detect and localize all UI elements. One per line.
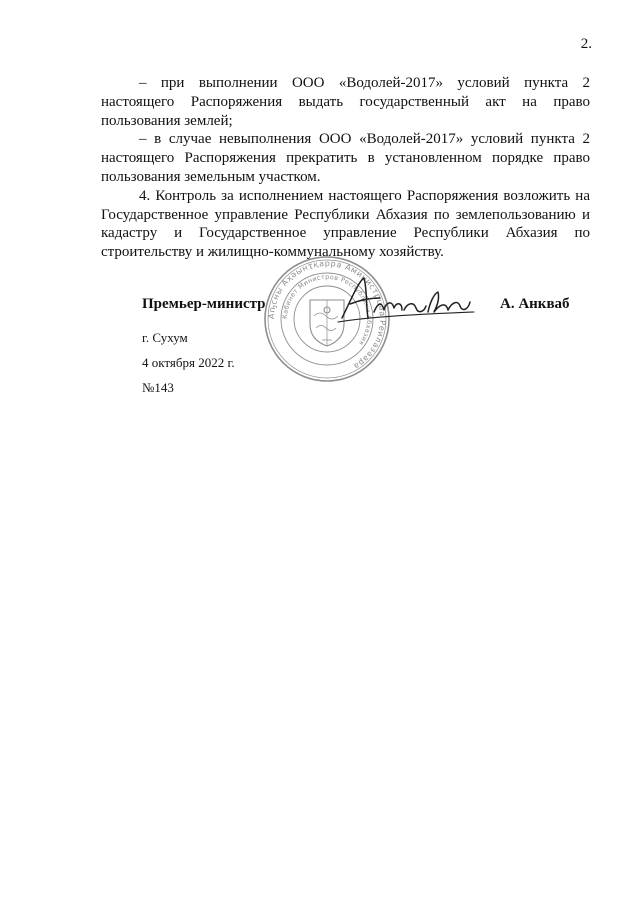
- date: 4 октября 2022 г.: [142, 355, 235, 370]
- document-body: [101, 74, 590, 262]
- seal-inner-text: Кабинет Министров Республики Абхазия: [280, 272, 374, 347]
- paragraph-terminate-right: – в случае невыполнения ООО «Водолей-2017» условий пункта 2 настоящего Распоряжения прекратить в установленном порядке право пользования земельным участком.: [101, 131, 590, 185]
- page-number: 2.: [580, 36, 592, 52]
- paragraph-control: 4. Контроль за исполнением настоящего Распоряжения возложить на Государственное управление Республики Абхазия по землепользованию и кадастру и Государственное управление Республики Абхазия по строительству и жилищно-коммунальному хозяйству.: [101, 187, 590, 261]
- signatory-name: А. Анкваб: [500, 296, 570, 312]
- paragraph-grant-act: – при выполнении ООО «Водолей-2017» условий пункта 2 настоящего Распоряжения выдать государственный акт на право пользования землей;: [101, 75, 590, 129]
- document-number: №143: [142, 380, 174, 395]
- place: г. Сухум: [142, 330, 188, 345]
- handwritten-signature: [336, 272, 476, 332]
- signatory-title: Премьер-министр: [142, 296, 266, 312]
- seal-outer-text: Аҧсны Аҳәынҭқарра Аминистрцәа Реилазаара: [266, 258, 388, 372]
